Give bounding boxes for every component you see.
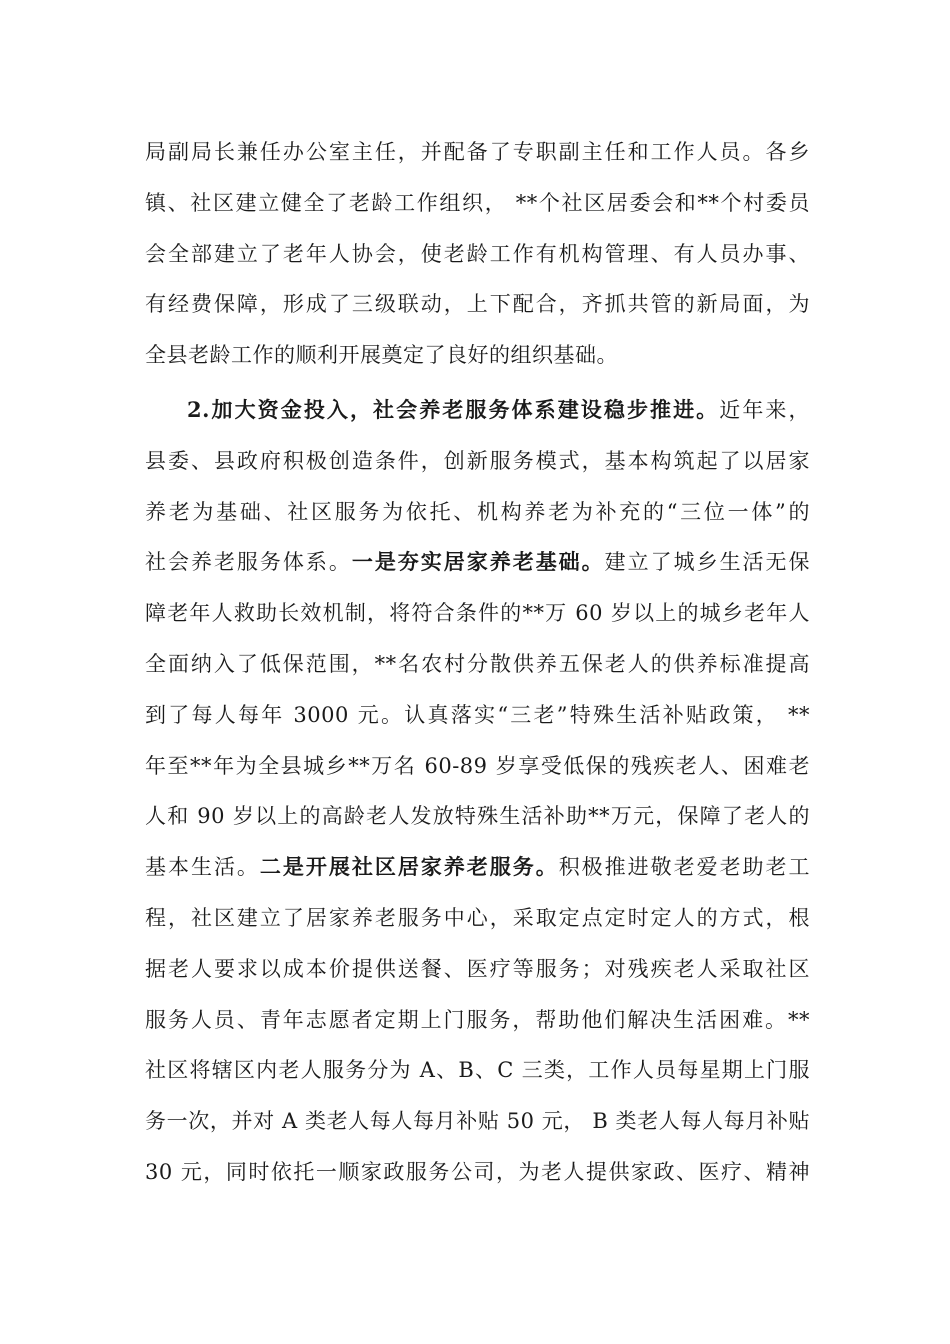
text-line (145, 279, 810, 329)
text-line (145, 436, 810, 486)
text-line (145, 178, 810, 228)
text-line (145, 1147, 810, 1197)
body-text: 近年来， (719, 398, 811, 422)
text-line (145, 1096, 810, 1146)
body-text: 服务人员、青年志愿者定期上门服务，帮助他们解决生活困难。** (145, 1007, 810, 1032)
body-text: 全面纳入了低保范围，**名农村分散供养五保老人的供养标准提高 (145, 652, 810, 676)
body-text: 到了每人每年 3000 元。认真落实“三老”特殊生活补贴政策， ** (145, 702, 810, 727)
body-text: 县委、县政府积极创造条件，创新服务模式，基本构筑起了以居家 (145, 448, 810, 473)
body-text: 建立了城乡生活无保 (604, 550, 811, 575)
text-line (145, 842, 810, 892)
text-line (145, 944, 810, 994)
text-line (145, 639, 810, 689)
body-text: 障老年人救助长效机制，将符合条件的**万 60 岁以上的城乡老年人 (145, 601, 810, 626)
body-text: 局副局长兼任办公室主任，并配备了专职副主任和工作人员。各乡 (145, 140, 810, 164)
text-line (145, 330, 618, 380)
body-text: 会全部建立了老年人协会，使老龄工作有机构管理、有人员办事、 (145, 241, 810, 266)
text-line (145, 995, 810, 1045)
body-text: 务一次，并对 A 类老人每人每月补贴 50 元， B 类老人每人每月补贴 (145, 1109, 810, 1134)
text-line (145, 893, 810, 943)
body-text: 镇、社区建立健全了老龄工作组织， **个社区居委会和**个村委员 (145, 190, 810, 215)
text-line (145, 1045, 810, 1095)
text-line (145, 741, 810, 791)
body-text: 程，社区建立了居家养老服务中心，采取定点定时定人的方式，根 (145, 906, 810, 930)
body-text: 基本生活。 (145, 855, 260, 880)
text-line (145, 588, 810, 638)
body-text: 社会养老服务体系。 (145, 550, 352, 575)
body-text: 人和 90 岁以上的高龄老人发放特殊生活补助**万元，保障了老人的 (145, 804, 810, 829)
body-text: 有经费保障，形成了三级联动，上下配合，齐抓共管的新局面，为 (145, 292, 810, 317)
text-line (145, 537, 810, 587)
text-line (145, 127, 810, 177)
text-line (145, 487, 810, 537)
body-text: 据老人要求以成本价提供送餐、医疗等服务；对残疾老人采取社区 (145, 956, 810, 981)
text-line (145, 791, 810, 841)
body-text: 30 元，同时依托一顺家政服务公司，为老人提供家政、医疗、精神 (145, 1160, 810, 1184)
body-text: 全县老龄工作的顺利开展奠定了良好的组织基础。 (145, 343, 618, 368)
bold-heading-text: 二是开展社区居家养老服务。 (259, 854, 559, 880)
body-text: 社区将辖区内老人服务分为 A、B、C 三类，工作人员每星期上门服 (145, 1058, 810, 1083)
body-text: 年至**年为全县城乡**万名 60-89 岁享受低保的残疾老人、困难老 (145, 753, 810, 778)
bold-heading-text: 2.加大资金投入，社会养老服务体系建设稳步推进。 (187, 397, 720, 422)
body-text: 积极推进敬老爱老助老工 (558, 855, 811, 880)
text-line (145, 690, 810, 740)
bold-heading-text: 一是夯实居家养老基础。 (351, 549, 605, 575)
text-line (145, 229, 810, 279)
text-line (187, 385, 810, 435)
body-text: 养老为基础、社区服务为依托、机构养老为补充的“三位一体”的 (145, 499, 810, 524)
